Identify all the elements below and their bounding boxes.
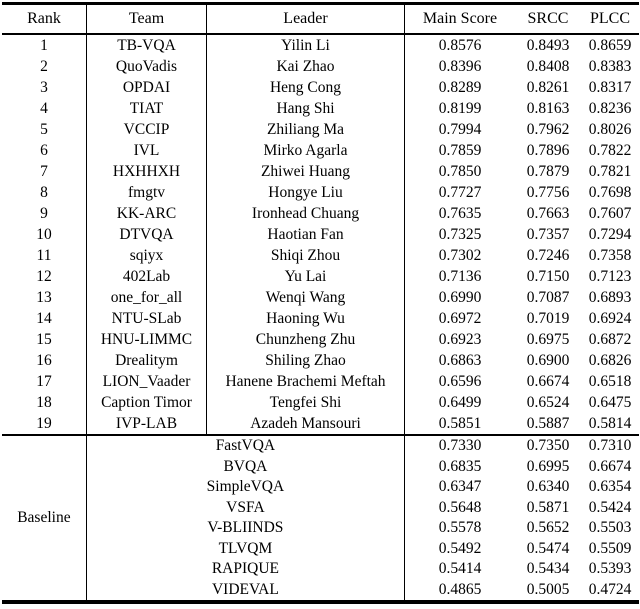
header-team: Team <box>87 5 207 33</box>
plcc-cell: 0.5503 <box>588 519 632 536</box>
leader-cell: Kai Zhao <box>207 56 405 77</box>
team-cell: Drealitym <box>87 350 207 371</box>
rank-cell: 16 <box>2 350 87 371</box>
main-score-cell: 0.7994 <box>438 121 482 138</box>
main-score-cell: 0.8199 <box>438 100 482 117</box>
method-cell: BVQA <box>87 457 405 478</box>
method-cell: FastVQA <box>87 436 405 457</box>
plcc-cell: 0.7123 <box>588 268 632 285</box>
srcc-cell: 0.5652 <box>526 519 570 536</box>
main-score-cell: 0.7330 <box>438 437 482 454</box>
main-score-cell: 0.5648 <box>438 498 482 516</box>
srcc-cell: 0.5434 <box>526 560 570 577</box>
rank-cell: 19 <box>2 413 87 434</box>
srcc-cell: 0.7357 <box>526 226 570 243</box>
srcc-cell: 0.6995 <box>526 457 570 475</box>
rank-cell: 5 <box>2 119 87 140</box>
plcc-cell: 0.6826 <box>588 352 632 369</box>
leader-cell: Zhiwei Huang <box>207 161 405 182</box>
results-table <box>2 2 639 604</box>
srcc-cell: 0.6975 <box>526 331 570 348</box>
ranked-rows <box>2 35 639 434</box>
bottom-rule <box>2 600 639 604</box>
rank-cell: 7 <box>2 161 87 182</box>
main-score-cell: 0.6863 <box>438 352 482 369</box>
srcc-cell: 0.7019 <box>526 310 570 327</box>
plcc-cell: 0.7821 <box>588 163 632 180</box>
team-cell: fmgtv <box>87 182 207 203</box>
srcc-cell: 0.8261 <box>526 79 570 96</box>
main-score-cell: 0.7325 <box>438 226 482 243</box>
rank-cell: 1 <box>2 35 87 56</box>
leader-cell: Hongye Liu <box>207 182 405 203</box>
rank-cell: 6 <box>2 140 87 161</box>
srcc-cell: 0.8493 <box>526 37 570 54</box>
rank-cell: 18 <box>2 392 87 413</box>
method-cell: SimpleVQA <box>87 477 405 498</box>
leader-cell: Tengfei Shi <box>207 392 405 413</box>
team-cell: TIAT <box>87 98 207 119</box>
srcc-cell: 0.7962 <box>526 121 570 138</box>
ranked-row <box>2 119 639 140</box>
team-cell: KK-ARC <box>87 203 207 224</box>
srcc-cell: 0.5871 <box>526 498 570 516</box>
baseline-row <box>87 436 639 457</box>
plcc-cell: 0.6354 <box>588 478 632 495</box>
plcc-cell: 0.8659 <box>588 37 632 54</box>
plcc-cell: 0.6872 <box>588 331 632 348</box>
main-score-cell: 0.5578 <box>438 519 482 536</box>
table-header-row <box>2 5 639 33</box>
ranked-row <box>2 35 639 56</box>
leader-cell: Azadeh Mansouri <box>207 413 405 434</box>
baseline-row <box>87 457 639 478</box>
ranked-row <box>2 56 639 77</box>
ranked-row <box>2 329 639 350</box>
baseline-row <box>87 498 639 519</box>
main-score-cell: 0.8396 <box>438 58 482 75</box>
plcc-cell: 0.6924 <box>588 310 632 327</box>
main-score-cell: 0.7727 <box>438 184 482 201</box>
main-score-cell: 0.8576 <box>438 37 482 54</box>
leader-cell: Zhiliang Ma <box>207 119 405 140</box>
leader-cell: Wenqi Wang <box>207 287 405 308</box>
leader-cell: Hanene Brachemi Meftah <box>207 371 405 392</box>
baseline-row <box>87 580 639 601</box>
rank-cell: 3 <box>2 77 87 98</box>
srcc-cell: 0.7246 <box>526 247 570 264</box>
rank-cell: 4 <box>2 98 87 119</box>
rank-cell: 2 <box>2 56 87 77</box>
plcc-cell: 0.8026 <box>588 121 632 138</box>
leader-cell: Haoning Wu <box>207 308 405 329</box>
leader-cell: Yilin Li <box>207 35 405 56</box>
plcc-cell: 0.8317 <box>588 79 632 96</box>
ranked-row <box>2 371 639 392</box>
rank-cell: 8 <box>2 182 87 203</box>
plcc-cell: 0.7310 <box>588 437 632 454</box>
leader-cell: Haotian Fan <box>207 224 405 245</box>
rank-cell: 14 <box>2 308 87 329</box>
method-cell: TLVQM <box>87 539 405 560</box>
ranked-row <box>2 140 639 161</box>
team-cell: DTVQA <box>87 224 207 245</box>
rank-cell: 17 <box>2 371 87 392</box>
rank-cell: 10 <box>2 224 87 245</box>
main-score-cell: 0.4865 <box>438 580 482 598</box>
team-cell: IVL <box>87 140 207 161</box>
plcc-cell: 0.7358 <box>588 247 632 264</box>
team-cell: IVP-LAB <box>87 413 207 434</box>
plcc-cell: 0.6674 <box>588 457 632 475</box>
header-main-score: Main Score <box>422 10 498 27</box>
leader-cell: Hang Shi <box>207 98 405 119</box>
baseline-label: Baseline <box>2 436 87 600</box>
method-cell: VSFA <box>87 498 405 519</box>
team-cell: OPDAI <box>87 77 207 98</box>
ranked-row <box>2 161 639 182</box>
rank-cell: 13 <box>2 287 87 308</box>
ranked-row <box>2 245 639 266</box>
leader-cell: Mirko Agarla <box>207 140 405 161</box>
leader-cell: Shiling Zhao <box>207 350 405 371</box>
plcc-cell: 0.7294 <box>588 226 632 243</box>
baseline-section <box>2 436 639 600</box>
method-cell: V-BLIINDS <box>87 518 405 539</box>
main-score-cell: 0.6972 <box>438 310 482 327</box>
ranked-row <box>2 392 639 413</box>
method-cell: VIDEVAL <box>87 580 405 601</box>
plcc-cell: 0.6518 <box>588 373 632 390</box>
plcc-cell: 0.7607 <box>588 205 632 222</box>
team-cell: NTU-SLab <box>87 308 207 329</box>
plcc-cell: 0.5814 <box>588 415 632 432</box>
plcc-cell: 0.6475 <box>588 394 632 411</box>
ranked-row <box>2 77 639 98</box>
main-score-cell: 0.6499 <box>438 394 482 411</box>
ranked-row <box>2 350 639 371</box>
srcc-cell: 0.8408 <box>526 58 570 75</box>
srcc-cell: 0.7350 <box>526 437 570 454</box>
srcc-cell: 0.7663 <box>526 205 570 222</box>
ranked-row <box>2 266 639 287</box>
rank-cell: 15 <box>2 329 87 350</box>
main-score-cell: 0.6347 <box>438 478 482 495</box>
srcc-cell: 0.6900 <box>526 352 570 369</box>
team-cell: QuoVadis <box>87 56 207 77</box>
method-cell: RAPIQUE <box>87 559 405 580</box>
baseline-row <box>87 518 639 539</box>
ranked-row <box>2 224 639 245</box>
plcc-cell: 0.8236 <box>588 100 632 117</box>
team-cell: HNU-LIMMC <box>87 329 207 350</box>
main-score-cell: 0.5414 <box>438 560 482 577</box>
team-cell: VCCIP <box>87 119 207 140</box>
srcc-cell: 0.7879 <box>526 163 570 180</box>
main-score-cell: 0.8289 <box>438 79 482 96</box>
rank-cell: 9 <box>2 203 87 224</box>
srcc-cell: 0.6340 <box>526 478 570 495</box>
srcc-cell: 0.6674 <box>526 373 570 390</box>
ranked-row <box>2 182 639 203</box>
ranked-row <box>2 287 639 308</box>
main-score-cell: 0.6835 <box>438 457 482 475</box>
ranked-row <box>2 308 639 329</box>
main-score-cell: 0.7859 <box>438 142 482 159</box>
main-score-cell: 0.6990 <box>438 289 482 306</box>
baseline-row <box>87 477 639 498</box>
srcc-cell: 0.5474 <box>526 539 570 557</box>
srcc-cell: 0.5005 <box>526 580 570 598</box>
ranked-row <box>2 413 639 434</box>
team-cell: TB-VQA <box>87 35 207 56</box>
srcc-cell: 0.7087 <box>526 289 570 306</box>
srcc-cell: 0.5887 <box>526 415 570 432</box>
plcc-cell: 0.5509 <box>588 539 632 557</box>
leader-cell: Shiqi Zhou <box>207 245 405 266</box>
team-cell: HXHHXH <box>87 161 207 182</box>
srcc-cell: 0.7756 <box>526 184 570 201</box>
header-srcc: SRCC <box>527 10 569 27</box>
main-score-cell: 0.5851 <box>438 415 482 432</box>
ranked-row <box>2 98 639 119</box>
leader-cell: Heng Cong <box>207 77 405 98</box>
srcc-cell: 0.8163 <box>526 100 570 117</box>
main-score-cell: 0.7635 <box>438 205 482 222</box>
leader-cell: Chunzheng Zhu <box>207 329 405 350</box>
team-cell: Caption Timor <box>87 392 207 413</box>
leader-cell: Ironhead Chuang <box>207 203 405 224</box>
plcc-cell: 0.6893 <box>588 289 632 306</box>
ranked-row <box>2 203 639 224</box>
main-score-cell: 0.7850 <box>438 163 482 180</box>
main-score-cell: 0.5492 <box>438 539 482 557</box>
leader-cell: Yu Lai <box>207 266 405 287</box>
plcc-cell: 0.7698 <box>588 184 632 201</box>
team-cell: LION_Vaader <box>87 371 207 392</box>
srcc-cell: 0.6524 <box>526 394 570 411</box>
srcc-cell: 0.7896 <box>526 142 570 159</box>
main-score-cell: 0.7136 <box>438 268 482 285</box>
plcc-cell: 0.4724 <box>588 580 632 598</box>
header-plcc: PLCC <box>589 10 630 27</box>
plcc-cell: 0.5393 <box>588 560 632 577</box>
baseline-rows <box>87 436 639 600</box>
plcc-cell: 0.5424 <box>588 498 632 516</box>
rank-cell: 12 <box>2 266 87 287</box>
baseline-row <box>87 559 639 580</box>
team-cell: sqiyx <box>87 245 207 266</box>
main-score-cell: 0.6596 <box>438 373 482 390</box>
main-score-cell: 0.7302 <box>438 247 482 264</box>
header-rank: Rank <box>2 5 87 33</box>
rank-cell: 11 <box>2 245 87 266</box>
header-leader: Leader <box>207 5 405 33</box>
team-cell: one_for_all <box>87 287 207 308</box>
team-cell: 402Lab <box>87 266 207 287</box>
baseline-row <box>87 539 639 560</box>
plcc-cell: 0.8383 <box>588 58 632 75</box>
srcc-cell: 0.7150 <box>526 268 570 285</box>
main-score-cell: 0.6923 <box>438 331 482 348</box>
plcc-cell: 0.7822 <box>588 142 632 159</box>
